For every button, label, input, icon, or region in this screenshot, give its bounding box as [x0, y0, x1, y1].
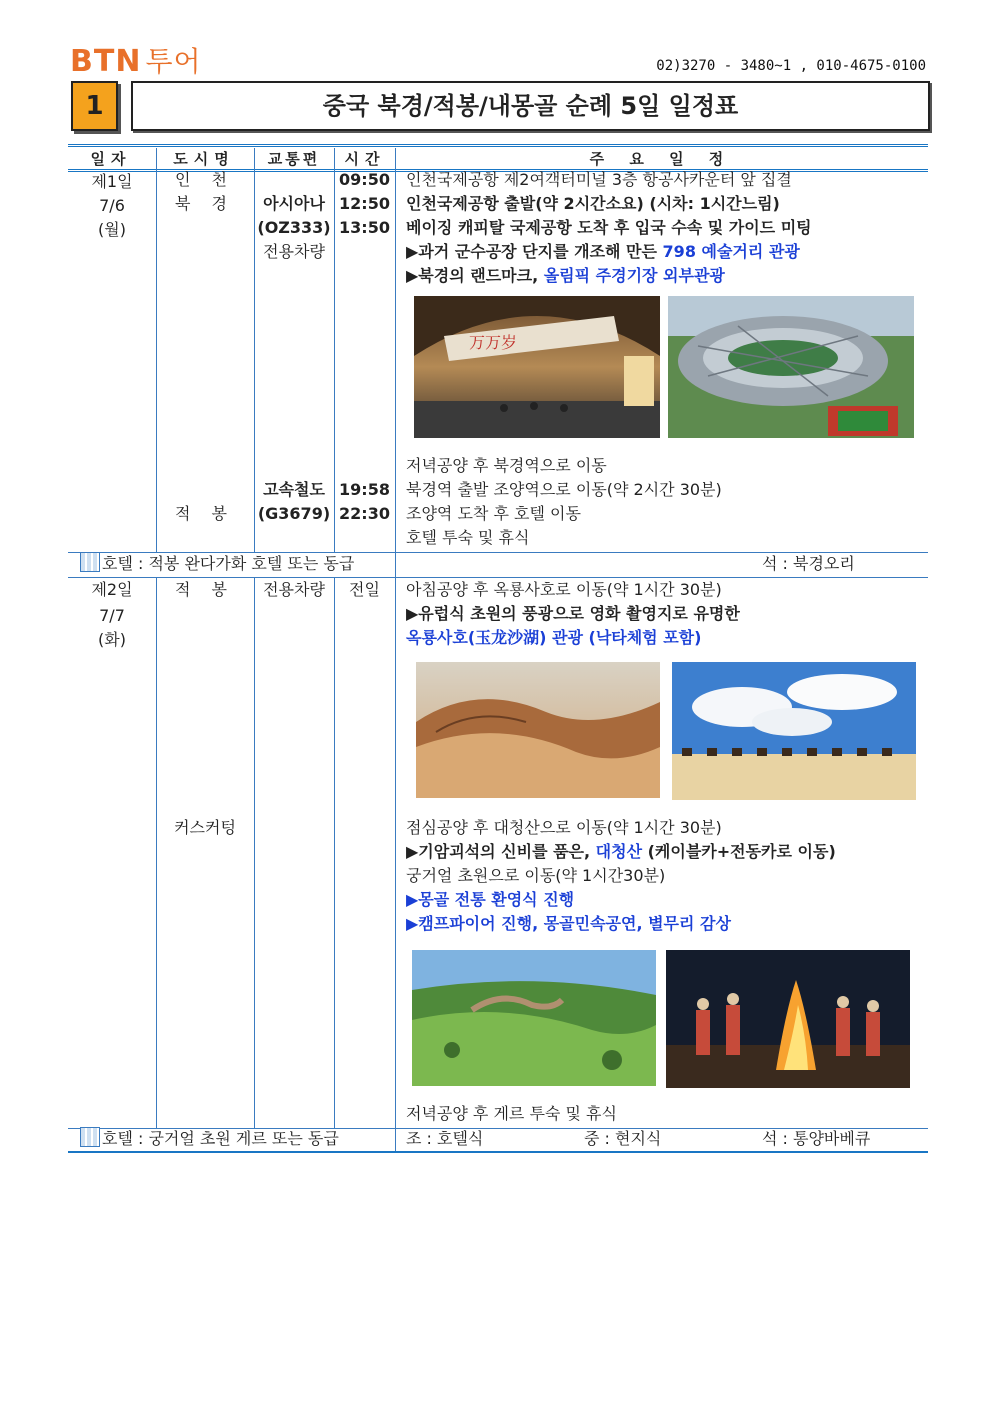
day1-city-incheon: 인 천	[175, 170, 235, 189]
company-logo: BTN 투어	[70, 44, 202, 79]
day2-line-6: 궁거얼 초원으로 이동(약 1시간30분)	[406, 866, 666, 885]
day2-city-keshiketeng: 커스커텅	[174, 818, 236, 837]
col-time: 시간	[344, 150, 386, 168]
day1-time-5: 22:30	[339, 504, 390, 523]
day2-line-8: ▶캠프파이어 진행, 몽골민속공연, 별무리 감상	[406, 914, 731, 933]
day1-line-5: ▶북경의 랜드마크, 올림픽 주경기장 외부관광	[406, 266, 725, 285]
svg-text:万万岁: 万万岁	[469, 333, 518, 352]
day2-line-9: 저녁공양 후 게르 투숙 및 휴식	[406, 1104, 617, 1123]
green-grassland-photo	[412, 950, 656, 1086]
day2-hotel: 호텔 : 궁거얼 초원 게르 또는 동급	[80, 1127, 339, 1151]
col-schedule: 주 요 일 정	[589, 150, 734, 168]
col-transport: 교통편	[267, 150, 321, 168]
day1-time-2: 12:50	[339, 194, 390, 213]
day1-hotel: 호텔 : 적봉 완다가화 호텔 또는 동급	[80, 552, 354, 576]
day1-city-beijing: 북 경	[175, 194, 235, 213]
day2-line-4: 점심공양 후 대청산으로 이동(약 1시간 30분)	[406, 818, 722, 837]
hotel-icon	[80, 552, 100, 572]
day1-date: 7/6	[99, 196, 125, 215]
col-day: 일자	[90, 150, 132, 168]
day1-time-1: 09:50	[339, 170, 390, 189]
hotel-icon	[80, 1127, 100, 1147]
camel-caravan-photo	[672, 662, 916, 800]
day1-time-3: 13:50	[339, 218, 390, 237]
day1-line-3: 베이징 캐피탈 국제공항 도착 후 입국 수속 및 가이드 미팅	[406, 218, 812, 237]
day1-line-4: ▶과거 군수공장 단지를 개조해 만든 798 예술거리 관광	[406, 242, 800, 261]
day1-airline: 아시아나	[263, 194, 325, 213]
day2-vehicle: 전용차량	[263, 580, 325, 599]
day2-line-1: 아침공양 후 옥룡사호로 이동(약 1시간 30분)	[406, 580, 722, 599]
day2-date: 7/7	[99, 606, 125, 625]
day2-line-5: ▶기암괴석의 신비를 품은, 대청산 (케이블카+전동카로 이동)	[406, 842, 836, 861]
day2-city-chifeng: 적 봉	[175, 580, 235, 599]
day1-train: 고속철도	[263, 480, 325, 499]
day1-label: 제1일	[91, 172, 133, 191]
day2-line-7: ▶몽골 전통 환영식 진행	[406, 890, 575, 909]
itinerary-table	[68, 144, 928, 1154]
col-city: 도시명	[173, 150, 235, 168]
day1-weekday: (월)	[98, 220, 126, 239]
day1-train-number: (G3679)	[257, 504, 331, 523]
desert-dunes-photo	[416, 662, 660, 798]
page-number-badge: 1	[71, 81, 118, 131]
day1-time-4: 19:58	[339, 480, 390, 499]
campfire-dance-photo	[666, 950, 910, 1088]
day2-line-3: 옥룡사호(玉龙沙湖) 관광 (낙타체험 포함)	[406, 628, 702, 647]
page-title: 중국 북경/적봉/내몽골 순례 5일 일정표	[131, 81, 930, 131]
day2-time: 전일	[349, 580, 380, 599]
contact-phone: 02)3270 - 3480~1 , 010-4675-0100	[656, 58, 926, 74]
factory-art-district-photo	[414, 296, 660, 438]
day1-line-7: 북경역 출발 조양역으로 이동(약 2시간 30분)	[406, 480, 722, 499]
day2-meal-breakfast: 조 : 호텔식	[406, 1129, 484, 1148]
day1-city-chifeng: 적 봉	[175, 504, 235, 523]
day1-line-1: 인천국제공항 제2여객터미널 3층 항공사카운터 앞 집결	[406, 170, 792, 189]
day2-weekday: (화)	[98, 630, 126, 649]
day1-flight: (OZ333)	[257, 218, 331, 237]
day1-line-9: 호텔 투숙 및 휴식	[406, 528, 530, 547]
day2-line-2: ▶유럽식 초원의 풍광으로 영화 촬영지로 유명한	[406, 604, 740, 623]
day2-meal-dinner: 석 : 통양바베큐	[762, 1129, 871, 1148]
day2-label: 제2일	[91, 580, 133, 599]
day1-line-6: 저녁공양 후 북경역으로 이동	[406, 456, 607, 475]
birds-nest-stadium-photo	[668, 296, 914, 438]
day2-meal-lunch: 중 : 현지식	[584, 1129, 662, 1148]
day1-line-2: 인천국제공항 출발(약 2시간소요) (시차: 1시간느림)	[406, 194, 780, 213]
day1-vehicle: 전용차량	[263, 242, 325, 261]
day1-line-8: 조양역 도착 후 호텔 이동	[406, 504, 581, 523]
day1-meal: 석 : 북경오리	[762, 554, 855, 573]
